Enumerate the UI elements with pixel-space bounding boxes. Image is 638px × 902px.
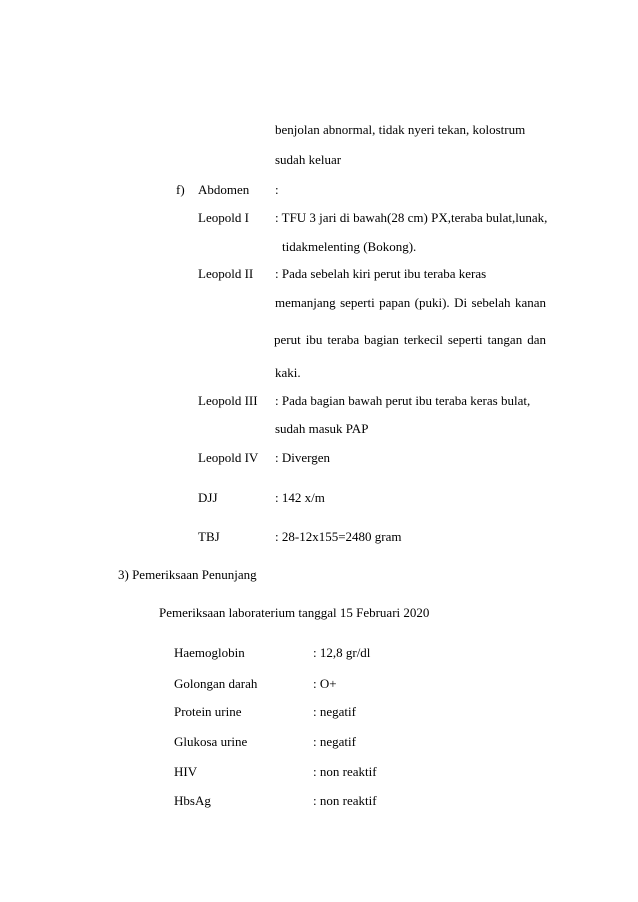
leopold-3-label: Leopold III [198, 393, 258, 408]
djj-label: DJJ [198, 490, 218, 505]
breast-continued-line-2: sudah keluar [275, 152, 342, 167]
leopold-2-line-2: memanjang seperti papan (puki). Di sebelah kanan [275, 295, 546, 310]
abdomen-colon: : [275, 182, 279, 197]
lab-result-value: : negatif [313, 734, 356, 749]
abdomen-label: Abdomen [198, 182, 250, 197]
lab-result-label: Golongan darah [174, 676, 258, 691]
leopold-4-value: : Divergen [275, 450, 330, 465]
tbj-value: : 28-12x155=2480 gram [275, 529, 402, 544]
lab-result-value: : 12,8 gr/dl [313, 645, 371, 660]
lab-result-value: : negatif [313, 704, 356, 719]
leopold-1-line-1: : TFU 3 jari di bawah(28 cm) PX,teraba bulat,lunak, [275, 210, 548, 225]
lab-result-value: : non reaktif [313, 764, 377, 779]
lab-result-label: HIV [174, 764, 198, 779]
lab-result-value: : O+ [313, 676, 337, 691]
leopold-1-label: Leopold I [198, 210, 249, 225]
leopold-1-line-2: tidakmelenting (Bokong). [282, 239, 417, 254]
lab-result-label: Haemoglobin [174, 645, 245, 660]
lab-result-label: Glukosa urine [174, 734, 248, 749]
leopold-2-line-3: perut ibu teraba bagian terkecil seperti tangan dan [274, 332, 546, 347]
leopold-3-line-2: sudah masuk PAP [275, 421, 369, 436]
leopold-2-label: Leopold II [198, 266, 254, 281]
djj-value: : 142 x/m [275, 490, 325, 505]
lab-result-label: HbsAg [174, 793, 211, 808]
lab-result-value: : non reaktif [313, 793, 377, 808]
breast-continued-line-1: benjolan abnormal, tidak nyeri tekan, kolostrum [275, 122, 526, 137]
section-heading-supporting-exam: 3) Pemeriksaan Penunjang [118, 567, 257, 582]
leopold-4-label: Leopold IV [198, 450, 259, 465]
lab-result-label: Protein urine [174, 704, 242, 719]
leopold-2-line-1: : Pada sebelah kiri perut ibu teraba keras [275, 266, 487, 281]
leopold-2-line-4: kaki. [275, 365, 301, 380]
lab-exam-title: Pemeriksaan laboraterium tanggal 15 Februari 2020 [159, 605, 430, 620]
leopold-3-line-1: : Pada bagian bawah perut ibu teraba keras bulat, [275, 393, 531, 408]
abdomen-marker: f) [176, 182, 185, 197]
tbj-label: TBJ [198, 529, 220, 544]
